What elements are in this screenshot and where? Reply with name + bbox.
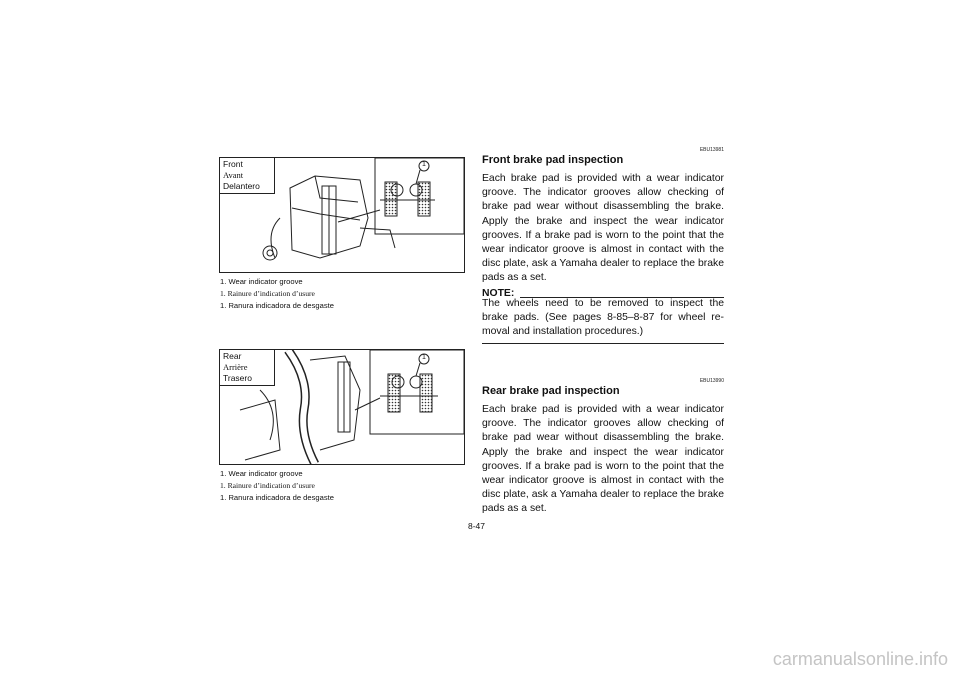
caption-es: 1. Ranura indicadora de desgaste — [220, 301, 334, 310]
front-brake-figure — [219, 157, 465, 273]
label-en: Front — [223, 159, 243, 169]
front-figure-caption — [220, 277, 334, 310]
caption-fr: 1. Rainure d’indication d’usure — [220, 289, 315, 298]
label-es: Delantero — [223, 181, 260, 191]
caption-en: 1. Wear indicator groove — [220, 469, 303, 478]
callout-number: 1 — [422, 161, 426, 168]
section-code: EBU13981 — [699, 147, 724, 153]
caption-en: 1. Wear indicator groove — [220, 277, 303, 286]
caption-fr: 1. Rainure d’indication d’usure — [220, 481, 315, 490]
section-body: Each brake pad is provided with a wear indicator groove. The indicator grooves allow checking of brake pad wear without disassembling the brake. Apply the brake and inspect the wear indicator grooves. If a brake pad is worn to the point that the wear indicator groove is almost in contact with the disc plate, ask a Yamaha dealer to replace the brake pads as a set. — [482, 404, 724, 515]
note-label: NOTE: — [482, 288, 515, 299]
rear-figure-caption — [220, 469, 334, 502]
label-en: Rear — [223, 351, 242, 361]
section-heading: Rear brake pad inspection — [482, 385, 620, 397]
note-end-divider — [482, 343, 724, 344]
note-body: The wheels need to be removed to inspect the brake pads. (See pages 8-85–8-87 for wheel re-moval and installation procedures.) — [482, 298, 724, 338]
section-body: Each brake pad is provided with a wear indicator groove. The indicator grooves allow checking of brake pad wear without disassembling the brake. Apply the brake and inspect the wear indicator grooves. If a brake pad is worn to the point that the wear indicator groove is almost in contact with the disc plate, ask a Yamaha dealer to replace the brake pads as a set. — [482, 173, 724, 284]
label-fr: Arrière — [223, 362, 248, 372]
label-es: Trasero — [223, 373, 252, 383]
callout-number: 1 — [422, 354, 426, 361]
figure-label — [220, 158, 275, 194]
caption-es: 1. Ranura indicadora de desgaste — [220, 493, 334, 502]
section-heading: Front brake pad inspection — [482, 154, 624, 166]
page-number: 8-47 — [468, 521, 486, 531]
section-code: EBU13990 — [699, 378, 724, 384]
watermark: carmanualsonline.info — [772, 649, 948, 669]
figure-label — [220, 350, 275, 386]
rear-brake-figure — [219, 349, 465, 465]
label-fr: Avant — [223, 170, 244, 180]
